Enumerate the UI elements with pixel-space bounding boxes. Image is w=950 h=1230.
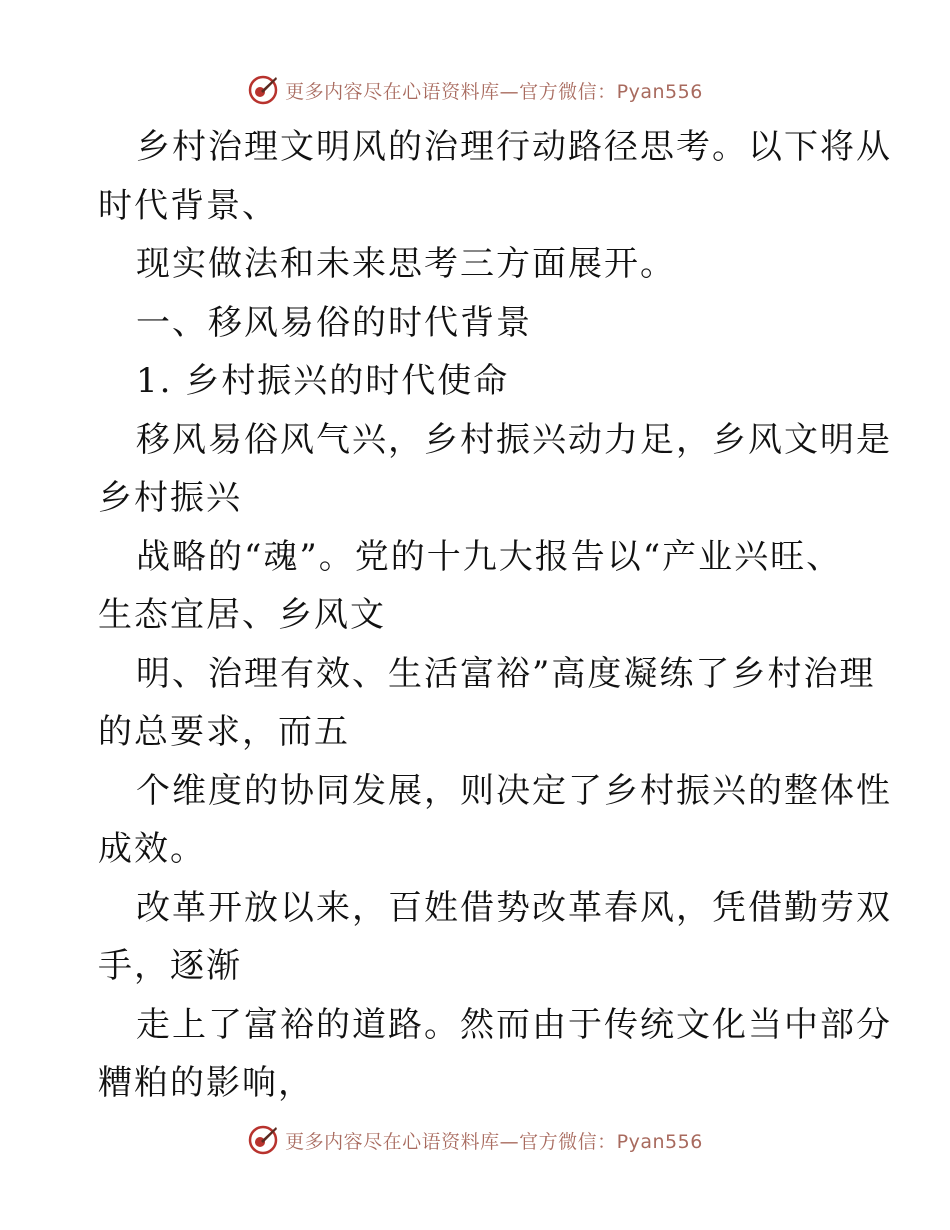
header-banner bbox=[0, 70, 950, 110]
body-line: 移风易俗风气兴，乡村振兴动力足，乡风文明是 bbox=[136, 419, 892, 460]
body-line: 乡村治理文明风的治理行动路径思考。以下将从 bbox=[136, 127, 892, 167]
document-body bbox=[98, 118, 892, 1113]
body-line: 时代背景、 bbox=[98, 185, 278, 226]
section-heading: 一、移风易俗的时代背景 bbox=[136, 302, 532, 343]
body-line: 生态宜居、乡风文 bbox=[98, 595, 386, 635]
body-line: 明、治理有效、生活富裕”高度凝练了乡村治理 bbox=[136, 653, 876, 694]
body-line: 现实做法和未来思考三方面展开。 bbox=[136, 244, 676, 284]
body-line: 糟粕的影响， bbox=[98, 1063, 314, 1103]
subsection-heading: 1. 乡村振兴的时代使命 bbox=[136, 361, 510, 401]
body-line: 改革开放以来，百姓借势改革春风，凭借勤劳双 bbox=[136, 887, 892, 928]
quill-seal-icon bbox=[247, 74, 279, 106]
body-line: 成效。 bbox=[98, 829, 206, 869]
footer-banner-text: 更多内容尽在心语资料库—官方微信：Pyan556 bbox=[285, 1130, 703, 1153]
body-line: 走上了富裕的道路。然而由于传统文化当中部分 bbox=[136, 1004, 892, 1045]
body-line: 手，逐渐 bbox=[98, 946, 242, 986]
body-line: 个维度的协同发展，则决定了乡村振兴的整体性 bbox=[136, 770, 892, 811]
body-line: 乡村振兴 bbox=[98, 478, 242, 518]
body-line: 战略的“魂”。党的十九大报告以“产业兴旺、 bbox=[136, 536, 843, 577]
header-banner-text: 更多内容尽在心语资料库—官方微信：Pyan556 bbox=[285, 80, 703, 103]
body-line: 的总要求，而五 bbox=[98, 712, 350, 752]
quill-seal-icon bbox=[247, 1124, 279, 1156]
footer-banner bbox=[0, 1120, 950, 1160]
